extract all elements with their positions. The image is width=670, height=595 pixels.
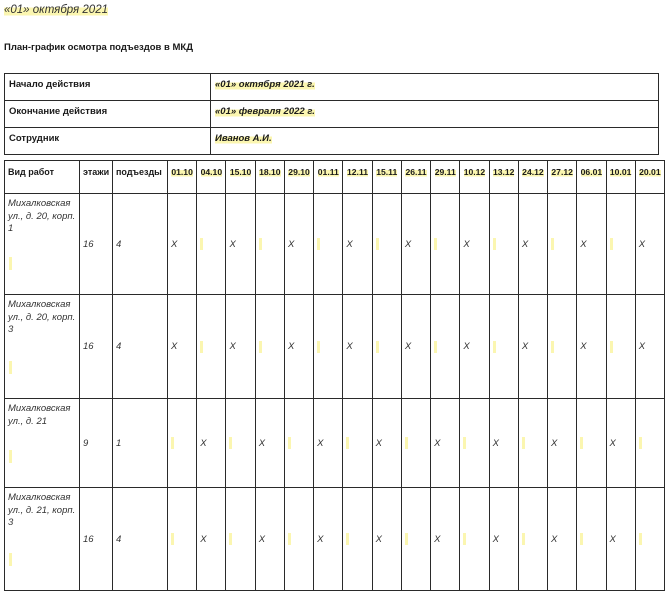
- header-date: 10.01: [606, 161, 635, 194]
- floors-cell: 9: [80, 399, 113, 488]
- inspection-mark-cell: X: [343, 295, 372, 399]
- inspection-mark-cell: [255, 194, 284, 295]
- header-date: 24.12: [518, 161, 547, 194]
- inspection-mark-cell: [489, 295, 518, 399]
- inspection-mark-cell: X: [635, 295, 664, 399]
- schedule-table: [4, 160, 665, 591]
- inspection-mark-cell: X: [401, 194, 430, 295]
- inspection-mark-cell: [431, 194, 460, 295]
- inspection-mark-cell: [548, 295, 577, 399]
- inspection-mark-cell: X: [197, 399, 226, 488]
- inspection-mark-cell: X: [518, 194, 547, 295]
- info-value: Иванов А.И.: [211, 128, 659, 155]
- header-date: 29.11: [431, 161, 460, 194]
- inspection-mark-cell: [489, 194, 518, 295]
- inspection-mark-cell: [255, 295, 284, 399]
- inspection-mark-cell: X: [226, 194, 255, 295]
- schedule-row: [5, 295, 665, 399]
- inspection-mark-cell: [606, 295, 635, 399]
- inspection-mark-cell: X: [343, 194, 372, 295]
- header-work-type: Вид работ: [5, 161, 80, 194]
- inspection-mark-cell: [577, 399, 606, 488]
- inspection-mark-cell: X: [548, 399, 577, 488]
- inspection-mark-cell: X: [314, 399, 343, 488]
- inspection-mark-cell: X: [460, 295, 489, 399]
- inspection-mark-cell: [314, 194, 343, 295]
- info-row-start: [5, 74, 659, 101]
- inspection-mark-cell: X: [168, 295, 197, 399]
- inspection-mark-cell: X: [168, 194, 197, 295]
- inspection-mark-cell: [226, 399, 255, 488]
- document-title: План-график осмотра подъездов в МКД: [4, 42, 193, 53]
- inspection-mark-cell: [372, 194, 401, 295]
- inspection-mark-cell: X: [518, 295, 547, 399]
- inspection-mark-cell: X: [431, 399, 460, 488]
- inspection-mark-cell: [401, 488, 430, 591]
- inspection-mark-cell: [548, 194, 577, 295]
- inspection-mark-cell: X: [577, 295, 606, 399]
- inspection-mark-cell: X: [489, 488, 518, 591]
- header-date: 27.12: [548, 161, 577, 194]
- inspection-mark-cell: X: [489, 399, 518, 488]
- inspection-mark-cell: X: [226, 295, 255, 399]
- inspection-mark-cell: X: [255, 488, 284, 591]
- entrances-cell: 4: [113, 295, 168, 399]
- schedule-row: [5, 399, 665, 488]
- entrances-cell: 1: [113, 399, 168, 488]
- entrances-cell: 4: [113, 194, 168, 295]
- inspection-mark-cell: X: [401, 295, 430, 399]
- info-label: Сотрудник: [5, 128, 211, 155]
- info-value: «01» февраля 2022 г.: [211, 101, 659, 128]
- inspection-mark-cell: X: [577, 194, 606, 295]
- header-date: 26.11: [401, 161, 430, 194]
- header-date: 01.11: [314, 161, 343, 194]
- inspection-mark-cell: X: [372, 399, 401, 488]
- info-table: [4, 73, 659, 155]
- address-cell: Михалковская ул., д. 20, корп. 3: [5, 295, 80, 399]
- floors-cell: 16: [80, 194, 113, 295]
- inspection-mark-cell: X: [284, 295, 313, 399]
- inspection-mark-cell: [372, 295, 401, 399]
- header-date: 18.10: [255, 161, 284, 194]
- inspection-mark-cell: X: [606, 399, 635, 488]
- entrances-cell: 4: [113, 488, 168, 591]
- document-date: [4, 4, 108, 16]
- inspection-mark-cell: [197, 295, 226, 399]
- header-date: 13.12: [489, 161, 518, 194]
- header-date: 15.11: [372, 161, 401, 194]
- inspection-mark-cell: [401, 399, 430, 488]
- header-date: 10.12: [460, 161, 489, 194]
- floors-cell: 16: [80, 488, 113, 591]
- inspection-mark-cell: X: [255, 399, 284, 488]
- inspection-mark-cell: [606, 194, 635, 295]
- inspection-mark-cell: [168, 488, 197, 591]
- inspection-mark-cell: X: [460, 194, 489, 295]
- header-date: 04.10: [197, 161, 226, 194]
- header-entrances: подъезды: [113, 161, 168, 194]
- inspection-mark-cell: X: [548, 488, 577, 591]
- inspection-mark-cell: [343, 488, 372, 591]
- floors-cell: 16: [80, 295, 113, 399]
- info-value: «01» октября 2021 г.: [211, 74, 659, 101]
- inspection-mark-cell: [197, 194, 226, 295]
- header-floors: этажи: [80, 161, 113, 194]
- inspection-mark-cell: X: [197, 488, 226, 591]
- inspection-mark-cell: [431, 295, 460, 399]
- inspection-mark-cell: X: [372, 488, 401, 591]
- inspection-mark-cell: X: [606, 488, 635, 591]
- inspection-mark-cell: X: [635, 194, 664, 295]
- inspection-mark-cell: [635, 488, 664, 591]
- address-cell: Михалковская ул., д. 21: [5, 399, 80, 488]
- info-label: Начало действия: [5, 74, 211, 101]
- schedule-row: [5, 488, 665, 591]
- info-row-employee: [5, 128, 659, 155]
- info-label: Окончание действия: [5, 101, 211, 128]
- header-date: 15.10: [226, 161, 255, 194]
- inspection-mark-cell: X: [314, 488, 343, 591]
- inspection-mark-cell: [284, 399, 313, 488]
- schedule-row: [5, 194, 665, 295]
- address-cell: Михалковская ул., д. 20, корп. 1: [5, 194, 80, 295]
- inspection-mark-cell: [460, 488, 489, 591]
- inspection-mark-cell: [226, 488, 255, 591]
- header-date: 29.10: [284, 161, 313, 194]
- inspection-mark-cell: X: [284, 194, 313, 295]
- header-date: 12.11: [343, 161, 372, 194]
- info-row-end: [5, 101, 659, 128]
- inspection-mark-cell: [314, 295, 343, 399]
- header-date: 01.10: [168, 161, 197, 194]
- document-date-text: «01» октября 2021: [4, 4, 108, 16]
- inspection-mark-cell: [168, 399, 197, 488]
- inspection-mark-cell: [577, 488, 606, 591]
- inspection-mark-cell: [518, 488, 547, 591]
- address-cell: Михалковская ул., д. 21, корп. 3: [5, 488, 80, 591]
- inspection-mark-cell: [635, 399, 664, 488]
- inspection-mark-cell: [518, 399, 547, 488]
- inspection-mark-cell: [343, 399, 372, 488]
- header-date: 06.01: [577, 161, 606, 194]
- inspection-mark-cell: X: [431, 488, 460, 591]
- header-date: 20.01: [635, 161, 664, 194]
- schedule-header-row: [5, 161, 665, 194]
- inspection-mark-cell: [284, 488, 313, 591]
- inspection-mark-cell: [460, 399, 489, 488]
